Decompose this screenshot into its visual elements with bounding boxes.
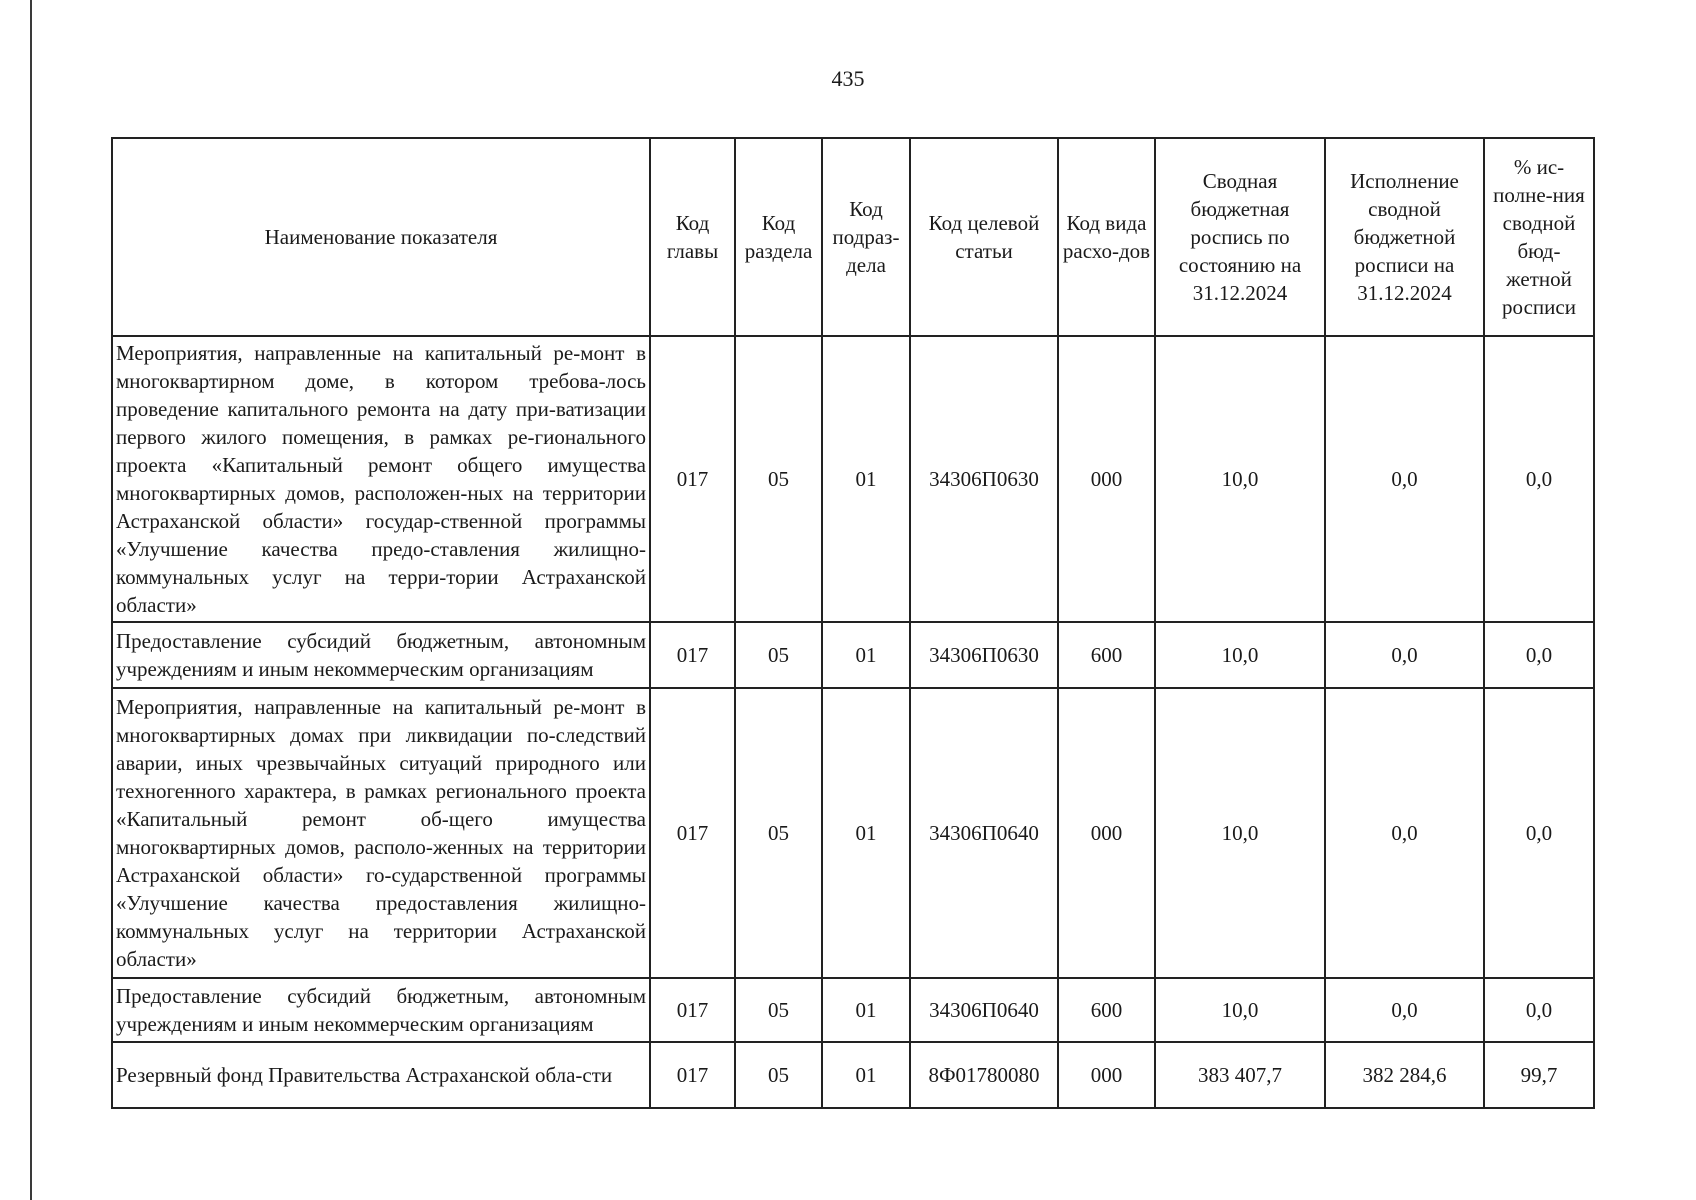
row-execution: 0,0	[1325, 978, 1484, 1042]
row-budget: 383 407,7	[1155, 1042, 1325, 1108]
table-row	[112, 978, 1594, 1042]
row-expense: 000	[1058, 688, 1155, 978]
left-margin-line	[30, 0, 32, 1200]
row-section: 05	[735, 978, 822, 1042]
row-chapter: 017	[650, 688, 735, 978]
row-budget: 10,0	[1155, 622, 1325, 688]
row-name: Мероприятия, направленные на капитальный ре-монт в многоквартирных домах при ликвидации по-следствий аварии, иных чрезвычайных ситуаций природного или техногенного характера, в рамках регионального проекта «Капитальный ремонт об-щего имущества многоквартирных домов, располо-женных на территории Астраханской области» го-сударственной программы «Улучшение качества предоставления жилищно-коммунальных услуг на территории Астраханской области»	[112, 688, 650, 978]
row-percent: 0,0	[1484, 688, 1594, 978]
row-budget: 10,0	[1155, 688, 1325, 978]
row-chapter: 017	[650, 622, 735, 688]
table-header-row	[112, 138, 1594, 336]
header-expense-code: Код вида расхо-дов	[1058, 138, 1155, 336]
row-section: 05	[735, 622, 822, 688]
header-chapter-code: Код главы	[650, 138, 735, 336]
row-expense: 000	[1058, 336, 1155, 622]
table-row	[112, 688, 1594, 978]
header-execution: Исполнение сводной бюджетной росписи на 31.12.2024	[1325, 138, 1484, 336]
row-chapter: 017	[650, 978, 735, 1042]
row-execution: 0,0	[1325, 336, 1484, 622]
row-name: Мероприятия, направленные на капитальный ре-монт в многоквартирном доме, в котором требова-лось проведение капитального ремонта на дату при-ватизации первого жилого помещения, в рамках ре-гионального проекта «Капитальный ремонт общего имущества многоквартирных домов, расположен-ных на территории Астраханской области» государ-ственной программы «Улучшение качества предо-ставления жилищно-коммунальных услуг на терри-тории Астраханской области»	[112, 336, 650, 622]
row-expense: 000	[1058, 1042, 1155, 1108]
budget-table	[111, 137, 1595, 1109]
row-percent: 99,7	[1484, 1042, 1594, 1108]
row-name: Предоставление субсидий бюджетным, автономным учреждениям и иным некоммерческим организациям	[112, 978, 650, 1042]
row-budget: 10,0	[1155, 978, 1325, 1042]
header-budget-plan: Сводная бюджетная роспись по состоянию на 31.12.2024	[1155, 138, 1325, 336]
row-subsection: 01	[822, 1042, 910, 1108]
row-subsection: 01	[822, 622, 910, 688]
header-subsection-code: Код подраз-дела	[822, 138, 910, 336]
row-budget: 10,0	[1155, 336, 1325, 622]
row-section: 05	[735, 688, 822, 978]
row-percent: 0,0	[1484, 978, 1594, 1042]
header-target-code: Код целевой статьи	[910, 138, 1058, 336]
table-row	[112, 622, 1594, 688]
row-execution: 0,0	[1325, 622, 1484, 688]
row-expense: 600	[1058, 622, 1155, 688]
row-name: Резервный фонд Правительства Астраханской обла-сти	[112, 1042, 650, 1108]
row-target: 34306П0640	[910, 688, 1058, 978]
table-row	[112, 1042, 1594, 1108]
row-section: 05	[735, 1042, 822, 1108]
row-section: 05	[735, 336, 822, 622]
row-expense: 600	[1058, 978, 1155, 1042]
row-subsection: 01	[822, 688, 910, 978]
row-target: 34306П0640	[910, 978, 1058, 1042]
row-execution: 0,0	[1325, 688, 1484, 978]
row-percent: 0,0	[1484, 622, 1594, 688]
table-row	[112, 336, 1594, 622]
row-target: 34306П0630	[910, 336, 1058, 622]
row-name: Предоставление субсидий бюджетным, автономным учреждениям и иным некоммерческим организациям	[112, 622, 650, 688]
row-chapter: 017	[650, 336, 735, 622]
header-name: Наименование показателя	[112, 138, 650, 336]
row-target: 8Ф01780080	[910, 1042, 1058, 1108]
page-number: 435	[831, 66, 865, 91]
row-subsection: 01	[822, 978, 910, 1042]
header-section-code: Код раздела	[735, 138, 822, 336]
row-subsection: 01	[822, 336, 910, 622]
row-chapter: 017	[650, 1042, 735, 1108]
header-percent: % ис-полне-ния сводной бюд-жетной росписи	[1484, 138, 1594, 336]
row-target: 34306П0630	[910, 622, 1058, 688]
row-percent: 0,0	[1484, 336, 1594, 622]
row-execution: 382 284,6	[1325, 1042, 1484, 1108]
